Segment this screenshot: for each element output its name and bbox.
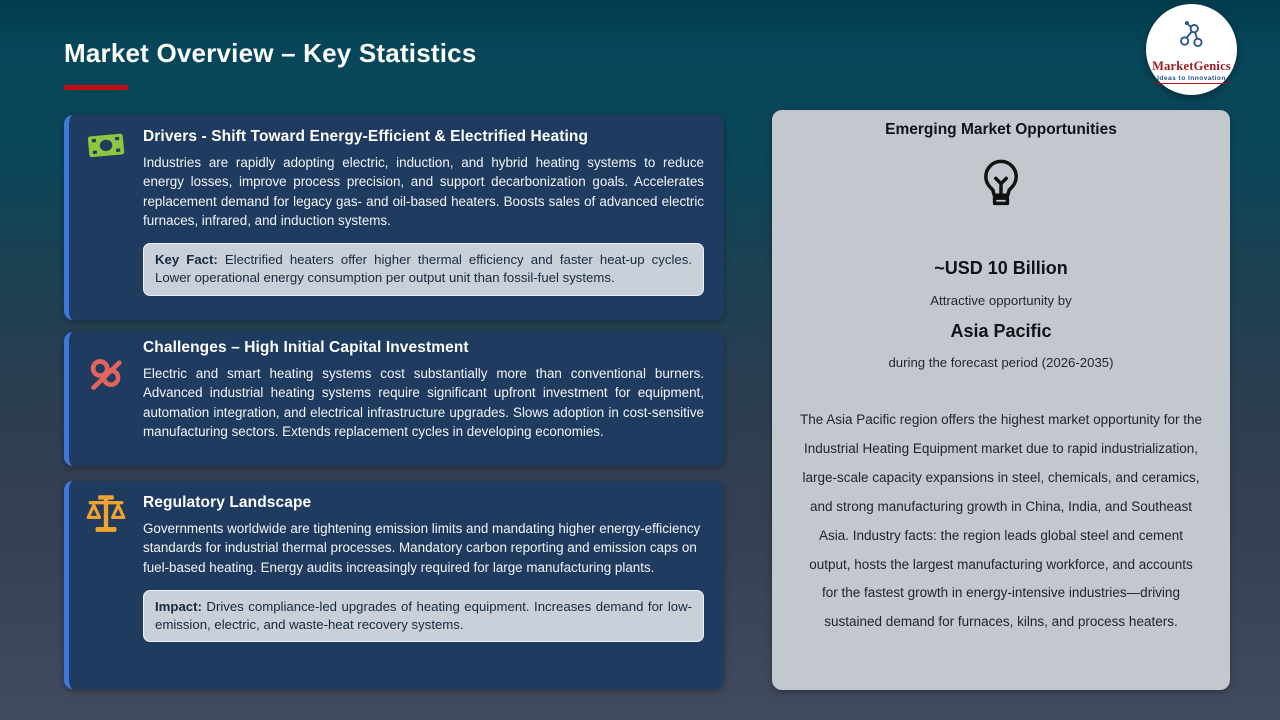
card-challenges-icon-column [69,332,143,466]
card-regulatory [64,481,724,689]
key-fact-label: Key Fact: [155,252,218,268]
opportunity-heading: Emerging Market Opportunities [885,121,1117,138]
card-emerging-opportunities [772,110,1230,690]
key-fact-text: Electrified heaters offer higher thermal efficiency and faster heat-up cycles. Lower operational energy consumption per output unit than fossil-fuel systems. [155,252,692,286]
key-fact-callout [143,243,704,295]
impact-label: Impact: [155,598,202,614]
card-regulatory-title: Regulatory Landscape [143,494,312,511]
logo-brand-text: MarketGenics [1152,59,1231,73]
impact-text: Drives compliance-led upgrades of heating equipment. Increases demand for low-emission, electric, and waste-heat recovery systems. [155,598,692,633]
page-title: Market Overview – Key Statistics [64,38,477,68]
card-regulatory-body: Governments worldwide are tightening emission limits and mandating higher energy-efficiency standards for industrial thermal processes. Mandatory carbon reporting and emission caps on fuel-based heating. Energy audits increasingly required for large manufacturing plants. [143,521,701,575]
card-challenges-content [143,332,724,466]
card-drivers-icon-column [69,115,143,320]
company-logo [1146,4,1237,95]
molecule-logo-icon [1175,19,1208,57]
logo-tagline-text: Ideas to Innovation [1157,75,1226,82]
card-drivers-content [143,115,724,320]
card-regulatory-icon-column [69,481,143,689]
card-challenges-title: Challenges – High Initial Capital Investment [143,339,469,356]
opportunity-period: during the forecast period (2026-2035) [888,355,1114,370]
broken-link-icon [86,356,126,466]
card-challenges-body: Electric and smart heating systems cost substantially more than conventional burners. Advanced industrial heating systems require significant upfront investment for equipment, automation integration, and electrical infrastructure upgrades. Slows adoption in cost-sensitive manufacturing sectors. Extends replacement cycles in developing economies. [143,366,704,439]
card-drivers-title: Drivers - Shift Toward Energy-Efficient & Electrified Heating [143,128,589,145]
opportunity-subtext: Attractive opportunity by [930,293,1072,308]
opportunity-region: Asia Pacific [950,321,1052,341]
card-challenges [64,332,724,466]
opportunity-description: The Asia Pacific region offers the highest market opportunity for the Industrial Heating Equipment market due to rapid industrialization, large-scale capacity expansions in steel, chemicals, and ceramics, and strong manufacturing growth in China, India, and Southeast Asia. Industry facts: the region leads global steel and cement output, hosts the largest manufacturing workforce, and accounts for the fastest growth in energy-intensive industries—driving sustained demand for furnaces, kilns, and process heaters. [800,412,1202,630]
title-underline-accent [64,85,128,90]
card-drivers [64,115,724,320]
lightbulb-icon [973,155,1029,216]
money-banknote-icon [86,130,126,320]
card-regulatory-content [143,481,724,689]
scales-icon [85,494,127,689]
card-drivers-body: Industries are rapidly adopting electric, induction, and hybrid heating systems to reduce energy losses, improve process precision, and support decarbonization goals. Accelerates replacement demand for legacy gas- and oil-based heaters. Boosts sales of advanced electric furnaces, infrared, and induction systems. [143,155,704,228]
impact-callout [143,590,704,642]
opportunity-value: ~USD 10 Billion [934,258,1068,278]
